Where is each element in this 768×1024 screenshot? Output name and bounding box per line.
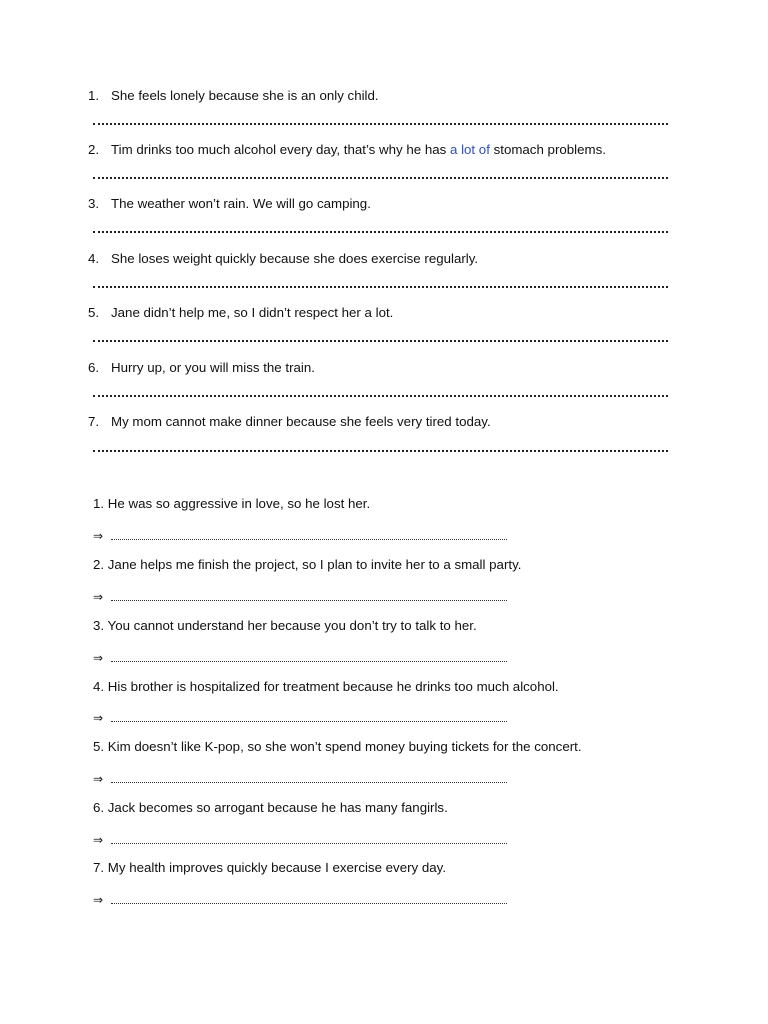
item-sentence: She loses weight quickly because she does exercise regularly. bbox=[111, 251, 479, 266]
answer-dots[interactable] bbox=[111, 539, 507, 540]
exercise-2-item-3: 3. You cannot understand her because you don’t try to talk to her. bbox=[93, 618, 477, 633]
exercise-2-item-7: 7. My health improves quickly because I exercise every day. bbox=[93, 860, 447, 875]
item-number: 4. bbox=[88, 251, 100, 266]
exercise-1-item-6 bbox=[0, 360, 768, 380]
item-number: 5. bbox=[88, 305, 100, 320]
exercise-2-item-2: 2. Jane helps me finish the project, so I plan to invite her to a small party. bbox=[93, 557, 522, 572]
answer-dots[interactable] bbox=[111, 843, 507, 844]
exercise-2-item-5: 5. Kim doesn’t like K-pop, so she won’t spend money buying tickets for the concert. bbox=[93, 739, 582, 754]
answer-dots[interactable] bbox=[111, 903, 507, 904]
answer-line[interactable] bbox=[93, 395, 668, 397]
highlighted-phrase: a lot of bbox=[449, 142, 490, 157]
arrow-icon: ⇒ bbox=[93, 590, 104, 604]
item-sentence: Jane didn’t help me, so I didn’t respect her a lot. bbox=[111, 305, 394, 320]
item-number: 7. bbox=[88, 414, 100, 429]
answer-line[interactable] bbox=[93, 123, 668, 125]
answer-line[interactable] bbox=[93, 650, 507, 665]
exercise-1-item-1 bbox=[0, 88, 768, 108]
answer-line[interactable] bbox=[93, 340, 668, 342]
exercise-1-item-4 bbox=[0, 251, 768, 271]
sentence-part: Tim drinks too much alcohol every day, that’s why he has bbox=[111, 142, 450, 157]
arrow-icon: ⇒ bbox=[93, 893, 104, 907]
item-number: 2. bbox=[88, 142, 100, 157]
answer-dots[interactable] bbox=[111, 721, 507, 722]
exercise-2-item-4: 4. His brother is hospitalized for treatment because he drinks too much alcohol. bbox=[93, 679, 559, 694]
arrow-icon: ⇒ bbox=[93, 711, 104, 725]
answer-line[interactable] bbox=[93, 177, 668, 179]
item-sentence: My mom cannot make dinner because she feels very tired today. bbox=[111, 414, 491, 429]
exercise-1-item-5 bbox=[0, 305, 768, 325]
item-sentence bbox=[111, 142, 606, 157]
answer-line[interactable] bbox=[93, 589, 507, 604]
item-number: 6. bbox=[88, 360, 100, 375]
answer-line[interactable] bbox=[93, 286, 668, 288]
item-number: 3. bbox=[88, 196, 100, 211]
exercise-1-item-7 bbox=[0, 414, 768, 434]
item-sentence: Hurry up, or you will miss the train. bbox=[111, 360, 315, 375]
answer-dots[interactable] bbox=[111, 782, 507, 783]
arrow-icon: ⇒ bbox=[93, 529, 104, 543]
item-sentence: She feels lonely because she is an only child. bbox=[111, 88, 379, 103]
exercise-2-item-1: 1. He was so aggressive in love, so he lost her. bbox=[93, 496, 371, 511]
item-sentence: The weather won’t rain. We will go camping. bbox=[111, 196, 371, 211]
answer-line[interactable] bbox=[93, 771, 507, 786]
answer-line[interactable] bbox=[93, 892, 507, 907]
item-number: 1. bbox=[88, 88, 100, 103]
answer-line[interactable] bbox=[93, 528, 507, 543]
answer-line[interactable] bbox=[93, 832, 507, 847]
answer-dots[interactable] bbox=[111, 661, 507, 662]
exercise-1-item-3 bbox=[0, 196, 768, 216]
exercise-1-item-2 bbox=[0, 142, 768, 162]
answer-dots[interactable] bbox=[111, 600, 507, 601]
sentence-part: stomach problems. bbox=[489, 142, 606, 157]
answer-line[interactable] bbox=[93, 710, 507, 725]
exercise-2-item-6: 6. Jack becomes so arrogant because he has many fangirls. bbox=[93, 800, 448, 815]
answer-line[interactable] bbox=[93, 231, 668, 233]
arrow-icon: ⇒ bbox=[93, 833, 104, 847]
arrow-icon: ⇒ bbox=[93, 651, 104, 665]
arrow-icon: ⇒ bbox=[93, 772, 104, 786]
answer-line[interactable] bbox=[93, 450, 668, 452]
